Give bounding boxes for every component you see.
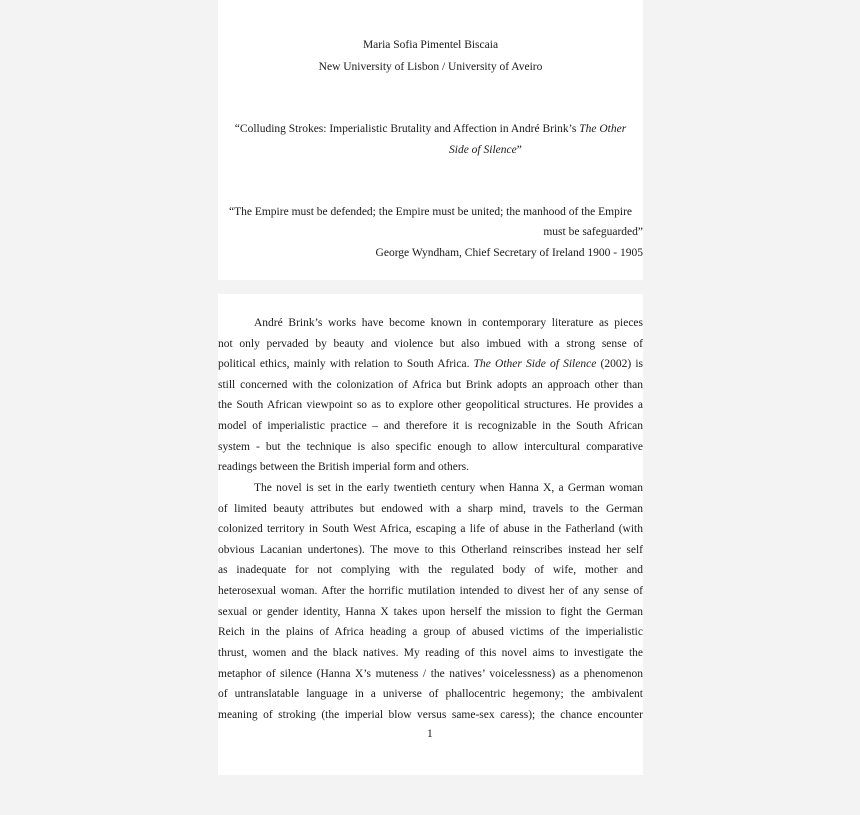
body-line: sexual or gender identity, Hanna X takes upon herself the mission to fight the German xyxy=(218,606,643,618)
paper-title-line-1 xyxy=(218,122,643,136)
body-text: (2002) is xyxy=(600,358,643,370)
body-line: The novel is set in the early twentieth century when Hanna X, a German woman xyxy=(254,482,643,494)
section-separator xyxy=(218,280,643,294)
body-line: obvious Lacanian undertones). The move to this Otherland reinscribes instead her self xyxy=(218,544,643,556)
body-line: Reich in the plains of Africa heading a group of abused victims of the imperialistic xyxy=(218,626,643,638)
body-line: of untranslatable language in a universe of phallocentric hegemony; the ambivalent xyxy=(218,688,643,700)
epigraph-line-2: must be safeguarded” xyxy=(543,226,643,238)
epigraph-attribution: George Wyndham, Chief Secretary of Ireland 1900 - 1905 xyxy=(375,247,643,259)
paper-title-text: “Colluding Strokes: Imperialistic Brutality and Affection in André Brink’s xyxy=(234,123,580,135)
body-line xyxy=(218,357,643,371)
body-text: political ethics, mainly with relation to South Africa. xyxy=(218,358,470,370)
body-line: meaning of stroking (the imperial blow versus same-sex caress); the chance encounter xyxy=(218,709,643,721)
paper-title-italic-2: Side of Silence xyxy=(449,144,517,156)
body-line: still concerned with the colonization of Africa but Brink adopts an approach other than xyxy=(218,379,643,391)
author-affiliation: New University of Lisbon / University of Aveiro xyxy=(318,61,543,73)
page-number: 1 xyxy=(427,728,433,740)
paper-title-italic: The Other xyxy=(579,123,627,135)
body-line: the South African viewpoint so as to explore other geopolitical structures. He provides a xyxy=(218,399,643,411)
author-name: Maria Sofia Pimentel Biscaia xyxy=(362,39,499,51)
epigraph-line-1: “The Empire must be defended; the Empire must be united; the manhood of the Empire xyxy=(228,206,633,218)
body-line: colonized territory in South West Africa, escaping a life of abuse in the Fatherland (with xyxy=(218,523,643,535)
body-line: as inadequate for not complying with the regulated body of wife, mother and xyxy=(218,564,643,576)
paper-title-line-2 xyxy=(449,143,522,157)
novel-title-italic: The Other Side of Silence xyxy=(473,358,597,370)
body-line: metaphor of silence (Hanna X’s muteness / the natives’ voicelessness) as a phenomenon xyxy=(218,668,643,680)
body-line: thrust, women and the black natives. My reading of this novel aims to investigate the xyxy=(218,647,643,659)
body-line: André Brink’s works have become known in contemporary literature as pieces xyxy=(254,317,643,329)
body-line: heterosexual woman. After the horrific mutilation intended to divest her of any sense of xyxy=(218,585,643,597)
paper-title-close-quote: ” xyxy=(516,144,522,156)
body-line: of limited beauty attributes but endowed with a sharp mind, travels to the German xyxy=(218,503,643,515)
body-line: readings between the British imperial form and others. xyxy=(218,461,470,473)
body-line: model of imperialistic practice – and therefore it is recognizable in the South African xyxy=(218,420,643,432)
body-line: system - but the technique is also specific enough to allow intercultural comparative xyxy=(218,441,643,453)
body-line: not only pervaded by beauty and violence but also imbued with a strong sense of xyxy=(218,338,643,350)
